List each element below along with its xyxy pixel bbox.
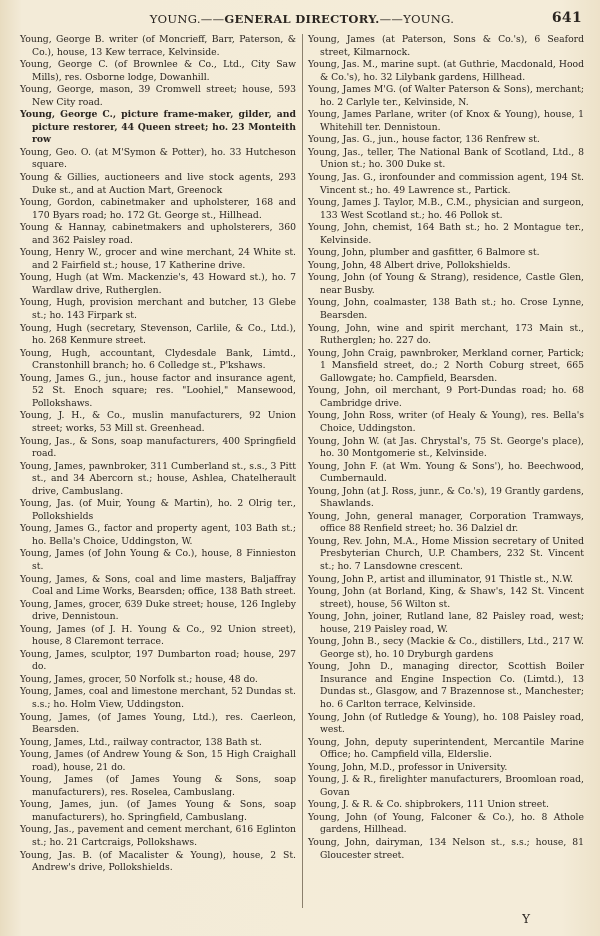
header-left: YOUNG. xyxy=(149,12,201,26)
directory-entry: Young, James (of Andrew Young & Son, 15 High Craighall road), house, 21 do. xyxy=(20,749,296,773)
directory-entry: Young, Jas. M., marine supt. (at Guthrie, Macdonald, Hood & Co.'s), ho. 32 Lilybank gardens, Hillhead. xyxy=(308,59,584,83)
directory-entry: Young, James, pawnbroker, 311 Cumberland st., s.s., 3 Pitt st., and 34 Abercorn st.; house, Ashlea, Chatelherault drive, Cambuslang. xyxy=(20,460,296,497)
directory-entry: Young, James M'G. (of Walter Paterson & Sons), merchant; ho. 2 Carlyle ter., Kelvinside, N. xyxy=(308,84,584,108)
directory-entry: Young, John, oil merchant, 9 Port-Dundas road; ho. 68 Cambridge drive. xyxy=(308,385,584,409)
directory-entry: Young, George C., picture frame-maker, gilder, and picture restorer, 44 Queen street; ho. 23 Monteith row xyxy=(20,109,296,146)
directory-entry: Young, James G., factor and property agent, 103 Bath st.; ho. Bella's Choice, Uddingston, W. xyxy=(20,523,296,547)
directory-entry: Young, Jas. B. (of Macalister & Young), house, 2 St. Andrew's drive, Pollokshields. xyxy=(20,849,296,874)
header-title: GENERAL DIRECTORY. xyxy=(224,12,380,26)
directory-entry: Young, Geo. O. (at M'Symon & Potter), ho. 33 Hutcheson square. xyxy=(20,146,296,171)
directory-entry: Young, John, 48 Albert drive, Pollokshields. xyxy=(308,259,511,271)
directory-entry: Young, Hugh, provision merchant and butcher, 13 Glebe st.; ho. 143 Firpark st. xyxy=(20,297,296,322)
directory-entry: Young, James, (of James Young, Ltd.), res. Caerleon, Bearsden. xyxy=(20,711,296,736)
directory-entry: Young & Gillies, auctioneers and live stock agents, 293 Duke st., and at Auction Mart, Greenock xyxy=(20,172,296,196)
directory-entry: Young, John F. (at Wm. Young & Sons'), ho. Beechwood, Cumbernauld. xyxy=(308,460,584,485)
directory-entry: Young, James (of John Young & Co.), house, 8 Finnieston st. xyxy=(20,548,296,572)
directory-entry: Young, George B. writer (of Moncrieff, Barr, Paterson, & Co.), house, 13 Kew terrace, Kelvinside. xyxy=(20,34,296,58)
directory-entry: Young, John, deputy superintendent, Mercantile Marine Office; ho. Campfield villa, Elderslie. xyxy=(308,736,584,761)
directory-entry: Young, John Ross, writer (of Healy & Young), res. Bella's Choice, Uddingston. xyxy=(308,410,584,434)
directory-entry: Young, John (at J. Ross, junr., & Co.'s), 19 Grantly gardens, Shawlands. xyxy=(308,485,584,510)
directory-entry: Young, James J. Taylor, M.B., C.M., physician and surgeon, 133 West Scotland st.; ho. 46 Pollok st. xyxy=(308,197,584,221)
column-divider xyxy=(302,34,303,908)
directory-entry: Young, John B., secy (Mackie & Co., distillers, Ltd., 217 W. George st), ho. 10 Dryburgh gardens xyxy=(308,636,584,660)
page-number: 641 xyxy=(551,10,582,26)
directory-entry: Young, James, coal and limestone merchant, 52 Dundas st. s.s.; ho. Holm View, Uddingston. xyxy=(20,686,296,710)
right-column xyxy=(308,34,584,862)
directory-entry: Young, Hugh, accountant, Clydesdale Bank, Limtd., Cranstonhill branch; ho. 6 Colledge st., P'kshaws. xyxy=(20,347,296,372)
directory-entry: Young, John (at Borland, King, & Shaw's, 142 St. Vincent street), house, 56 Wilton st. xyxy=(308,586,584,610)
directory-entry: Young, J. H., & Co., muslin manufacturers, 92 Union street; works, 53 Mill st. Greenhead. xyxy=(20,410,296,434)
directory-entry: Young, James, Ltd., railway contractor, 138 Bath st. xyxy=(20,736,262,748)
directory-entry: Young, James, sculptor, 197 Dumbarton road; house, 297 do. xyxy=(20,648,296,673)
header-right: YOUNG. xyxy=(403,12,455,26)
directory-entry: Young, John, wine and spirit merchant, 173 Main st., Rutherglen; ho. 227 do. xyxy=(308,322,584,347)
directory-entry: Young, James G., jun., house factor and insurance agent, 52 St. Enoch square; res. "Loohiel," Mansewood, Pollokshaws. xyxy=(20,372,296,409)
directory-entry: Young, Rev. John, M.A., Home Mission secretary of United Presbyterian Church, U.P. Chambers, 232 St. Vincent st.; ho. 7 Lansdowne crescent. xyxy=(308,535,584,572)
directory-entry: Young, James, & Sons, coal and lime masters, Baljaffray Coal and Lime Works, Bearsden; office, 138 Bath street. xyxy=(20,573,296,598)
directory-entry: Young, Jas., teller, The National Bank of Scotland, Ltd., 8 Union st.; ho. 300 Duke st. xyxy=(308,146,584,171)
directory-entry: Young, Jas. (of Muir, Young & Martin), ho. 2 Olrig ter., Pollokshields xyxy=(20,498,296,522)
directory-entry: Young, John (of Rutledge & Young), ho. 108 Paisley road, west. xyxy=(308,711,584,736)
directory-entry: Young, John, dairyman, 134 Nelson st., s.s.; house, 81 Gloucester street. xyxy=(308,837,584,861)
directory-entry: Young, John, M.D., professor in University. xyxy=(308,761,508,773)
directory-entry: Young, J. & R., firelighter manufacturers, Broomloan road, Govan xyxy=(308,774,584,798)
directory-entry: Young, John P., artist and illuminator, 91 Thistle st., N.W. xyxy=(308,573,574,585)
directory-entry: Young, George, mason, 39 Cromwell street; house, 593 New City road. xyxy=(20,84,296,108)
page-header: YOUNG.——GENERAL DIRECTORY.——YOUNG. 641 xyxy=(149,10,582,26)
directory-entry: Young, Jas. G., ironfounder and commission agent, 194 St. Vincent st.; ho. 49 Lawrence st., Partick. xyxy=(308,172,584,196)
directory-entry: Young, John, general manager, Corporation Tramways, office 88 Renfield street; ho. 36 Dalziel dr. xyxy=(308,510,584,535)
directory-entry: Young, John, joiner, Rutland lane, 82 Paisley road, west; house, 219 Paisley road, W. xyxy=(308,611,584,635)
directory-entry: Young, Hugh (at Wm. Mackenzie's, 43 Howard st.), ho. 7 Wardlaw drive, Rutherglen. xyxy=(20,272,296,296)
directory-entry: Young, John, plumber and gasfitter, 6 Balmore st. xyxy=(308,247,540,259)
directory-entry: Young, James (of J. H. Young & Co., 92 Union street), house, 8 Claremont terrace. xyxy=(20,623,296,648)
directory-entry: Young, Henry W., grocer and wine merchant, 24 White st. and 2 Fairfield st.; house, 17 Katherine drive. xyxy=(20,247,296,271)
directory-entry: Young, Gordon, cabinetmaker and upholsterer, 168 and 170 Byars road; ho. 172 Gt. George st., Hillhead. xyxy=(20,197,296,221)
directory-entry: Young, John W. (at Jas. Chrystal's, 75 St. George's place), ho. 30 Montgomerie st., Kelvinside. xyxy=(308,435,584,460)
directory-entry: Young, John (of Young, Falconer & Co.), ho. 8 Athole gardens, Hillhead. xyxy=(308,811,584,836)
signature-mark: Y xyxy=(522,912,530,926)
directory-entry: Young, John (of Young & Strang), residence, Castle Glen, near Busby. xyxy=(308,272,584,296)
directory-entry: Young & Hannay, cabinetmakers and upholsterers, 360 and 362 Paisley road. xyxy=(20,222,296,246)
directory-entry: Young, James, jun. (of James Young & Sons, soap manufacturers), ho. Springfield, Cambuslang. xyxy=(20,799,296,823)
left-column xyxy=(20,34,296,875)
directory-entry: Young, John Craig, pawnbroker, Merkland corner, Partick; 1 Mansfield street, do.; 2 North Coburg street, 665 Gallowgate; ho. Campfield, Bearsden. xyxy=(308,347,584,384)
directory-entry: Young, James (of James Young & Sons, soap manufacturers), res. Roselea, Cambuslang. xyxy=(20,774,296,798)
directory-entry: Young, James, grocer, 50 Norfolk st.; house, 48 do. xyxy=(20,673,258,685)
directory-entry: Young, Jas., & Sons, soap manufacturers, 400 Springfield road. xyxy=(20,435,296,460)
directory-entry: Young, John D., managing director, Scottish Boiler Insurance and Engine Inspection Co. (Limtd.), 13 Dundas st., Glasgow, and 7 Brazennose st., Manchester; ho. 6 Carlton terrace, Kelvinside. xyxy=(308,661,584,710)
directory-entry: Young, James (at Paterson, Sons & Co.'s), 6 Seaford street, Kilmarnock. xyxy=(308,34,584,58)
directory-entry: Young, James, grocer, 639 Duke street; house, 126 Ingleby drive, Dennistoun. xyxy=(20,598,296,623)
directory-entry: Young, Jas. G., jun., house factor, 136 Renfrew st. xyxy=(308,134,540,146)
directory-entry: Young, Hugh (secretary, Stevenson, Carlile, & Co., Ltd.), ho. 268 Kenmure street. xyxy=(20,322,296,347)
directory-entry: Young, J. & R. & Co. shipbrokers, 111 Union street. xyxy=(308,799,549,811)
directory-entry: Young, John, coalmaster, 138 Bath st.; ho. Crose Lynne, Bearsden. xyxy=(308,297,584,322)
directory-entry: Young, George C. (of Brownlee & Co., Ltd., City Saw Mills), res. Osborne lodge, Dowanhill. xyxy=(20,59,296,83)
directory-entry: Young, Jas., pavement and cement merchant, 616 Eglinton st.; ho. 21 Cartcraigs, Pollokshaws. xyxy=(20,824,296,848)
directory-entry: Young, John, chemist, 164 Bath st.; ho. 2 Montague ter., Kelvinside. xyxy=(308,222,584,246)
directory-entry: Young, James Parlane, writer (of Knox & Young), house, 1 Whitehill ter. Dennistoun. xyxy=(308,109,584,133)
